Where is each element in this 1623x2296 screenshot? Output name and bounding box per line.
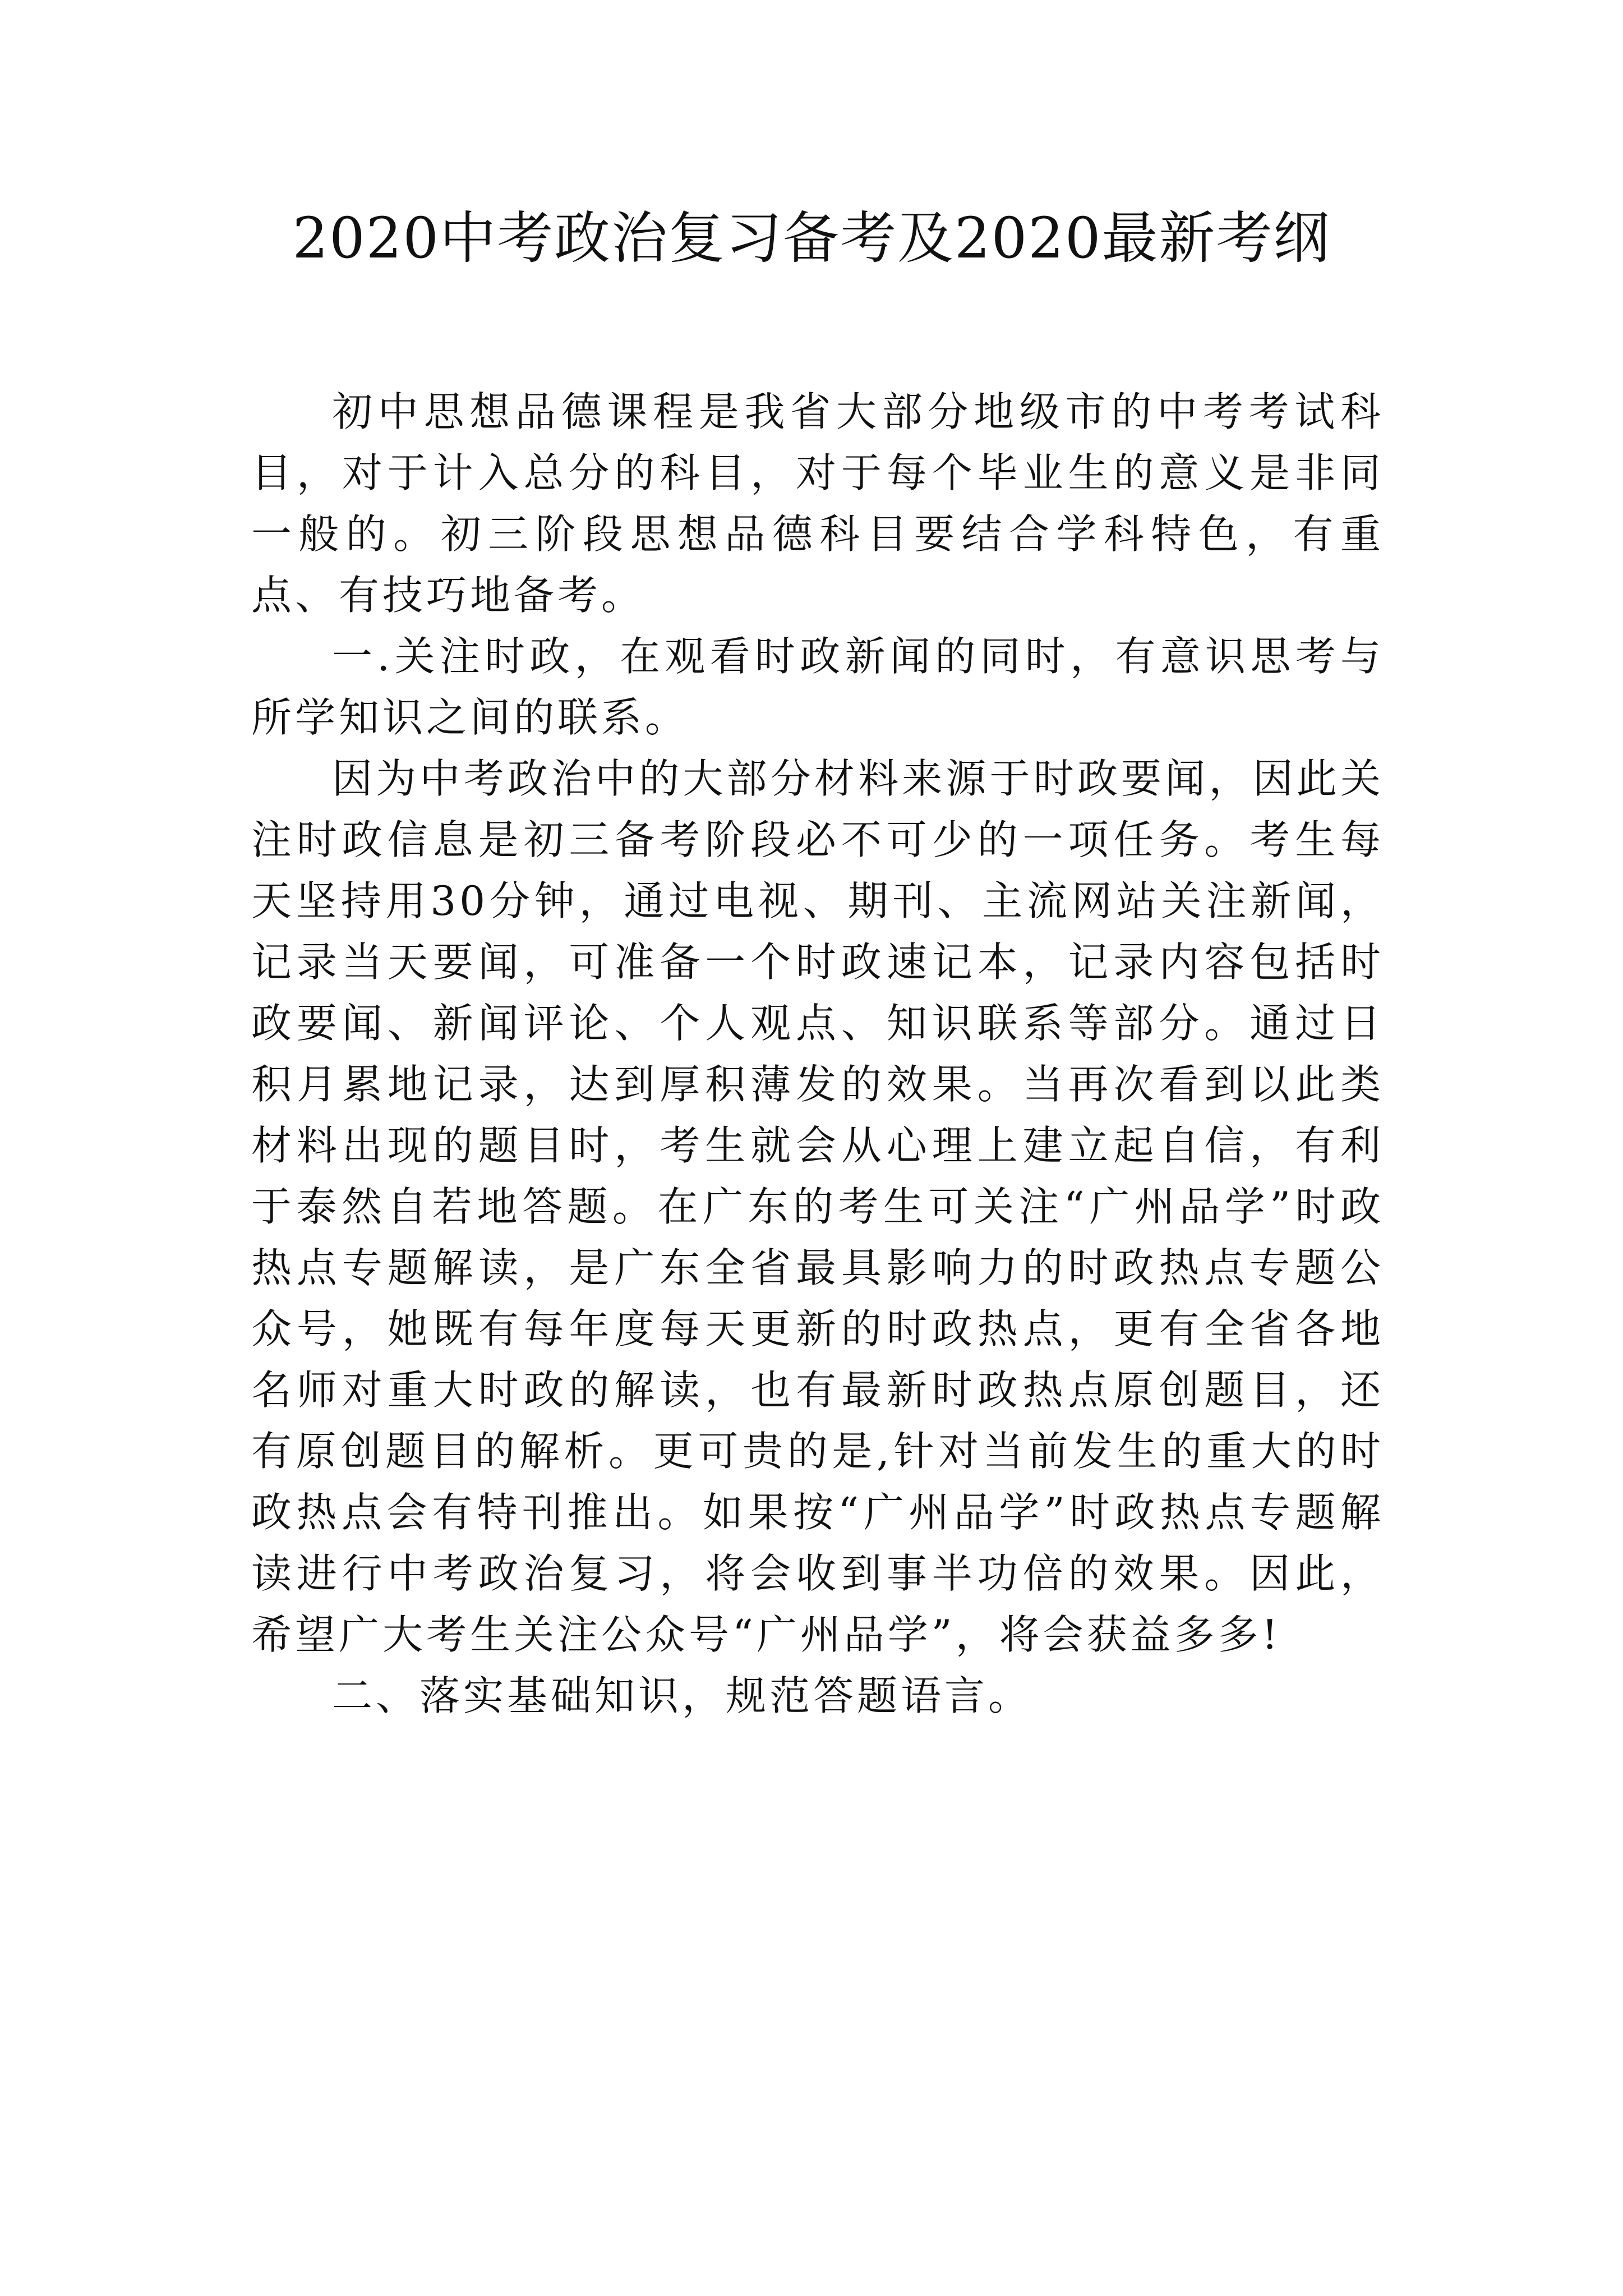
paragraph-heading-one: 一.关注时政，在观看时政新闻的同时，有意识思考与所学知识之间的联系。 bbox=[251, 633, 1384, 741]
paragraph-intro: 初中思想品德课程是我省大部分地级市的中考考试科目，对于计入总分的科目，对于每个毕业生的意义是非同一般的。初三阶段思想品德科目要结合学科特色，有重点、有技巧地备考。 bbox=[251, 388, 1384, 619]
paragraph-current-affairs: 因为中考政治中的大部分材料来源于时政要闻，因此关注时政信息是初三备考阶段必不可少的一项任务。考生每天坚持用30分钟，通过电视、期刊、主流网站关注新闻，记录当天要闻，可准备一个时政速记本，记录内容包括时政要闻、新闻评论、个人观点、知识联系等部分。通过日积月累地记录，达到厚积薄发的效果。当再次看到以此类材料出现的题目时，考生就会从心理上建立起自信，有利于泰然自若地答题。在广东的考生可关注“广州品学”时政热点专题解读，是广东全省最具影响力的时政热点专题公众号，她既有每年度每天更新的时政热点，更有全省各地名师对重大时政的解读，也有最新时政热点原创题目，还有原创题目的解析。更可贵的是,针对当前发生的重大的时政热点会有特刊推出。如果按“广州品学”时政热点专题解读进行中考政治复习，将会收到事半功倍的效果。因此，希望广大考生关注公众号“广州品学”，将会获益多多! bbox=[251, 755, 1384, 1658]
document-title: 2020中考政治复习备考及2020最新考纲 bbox=[292, 205, 1331, 271]
paragraph-heading-two: 二、落实基础知识，规范答题语言。 bbox=[332, 1672, 1032, 1719]
document-body bbox=[251, 381, 1384, 1727]
